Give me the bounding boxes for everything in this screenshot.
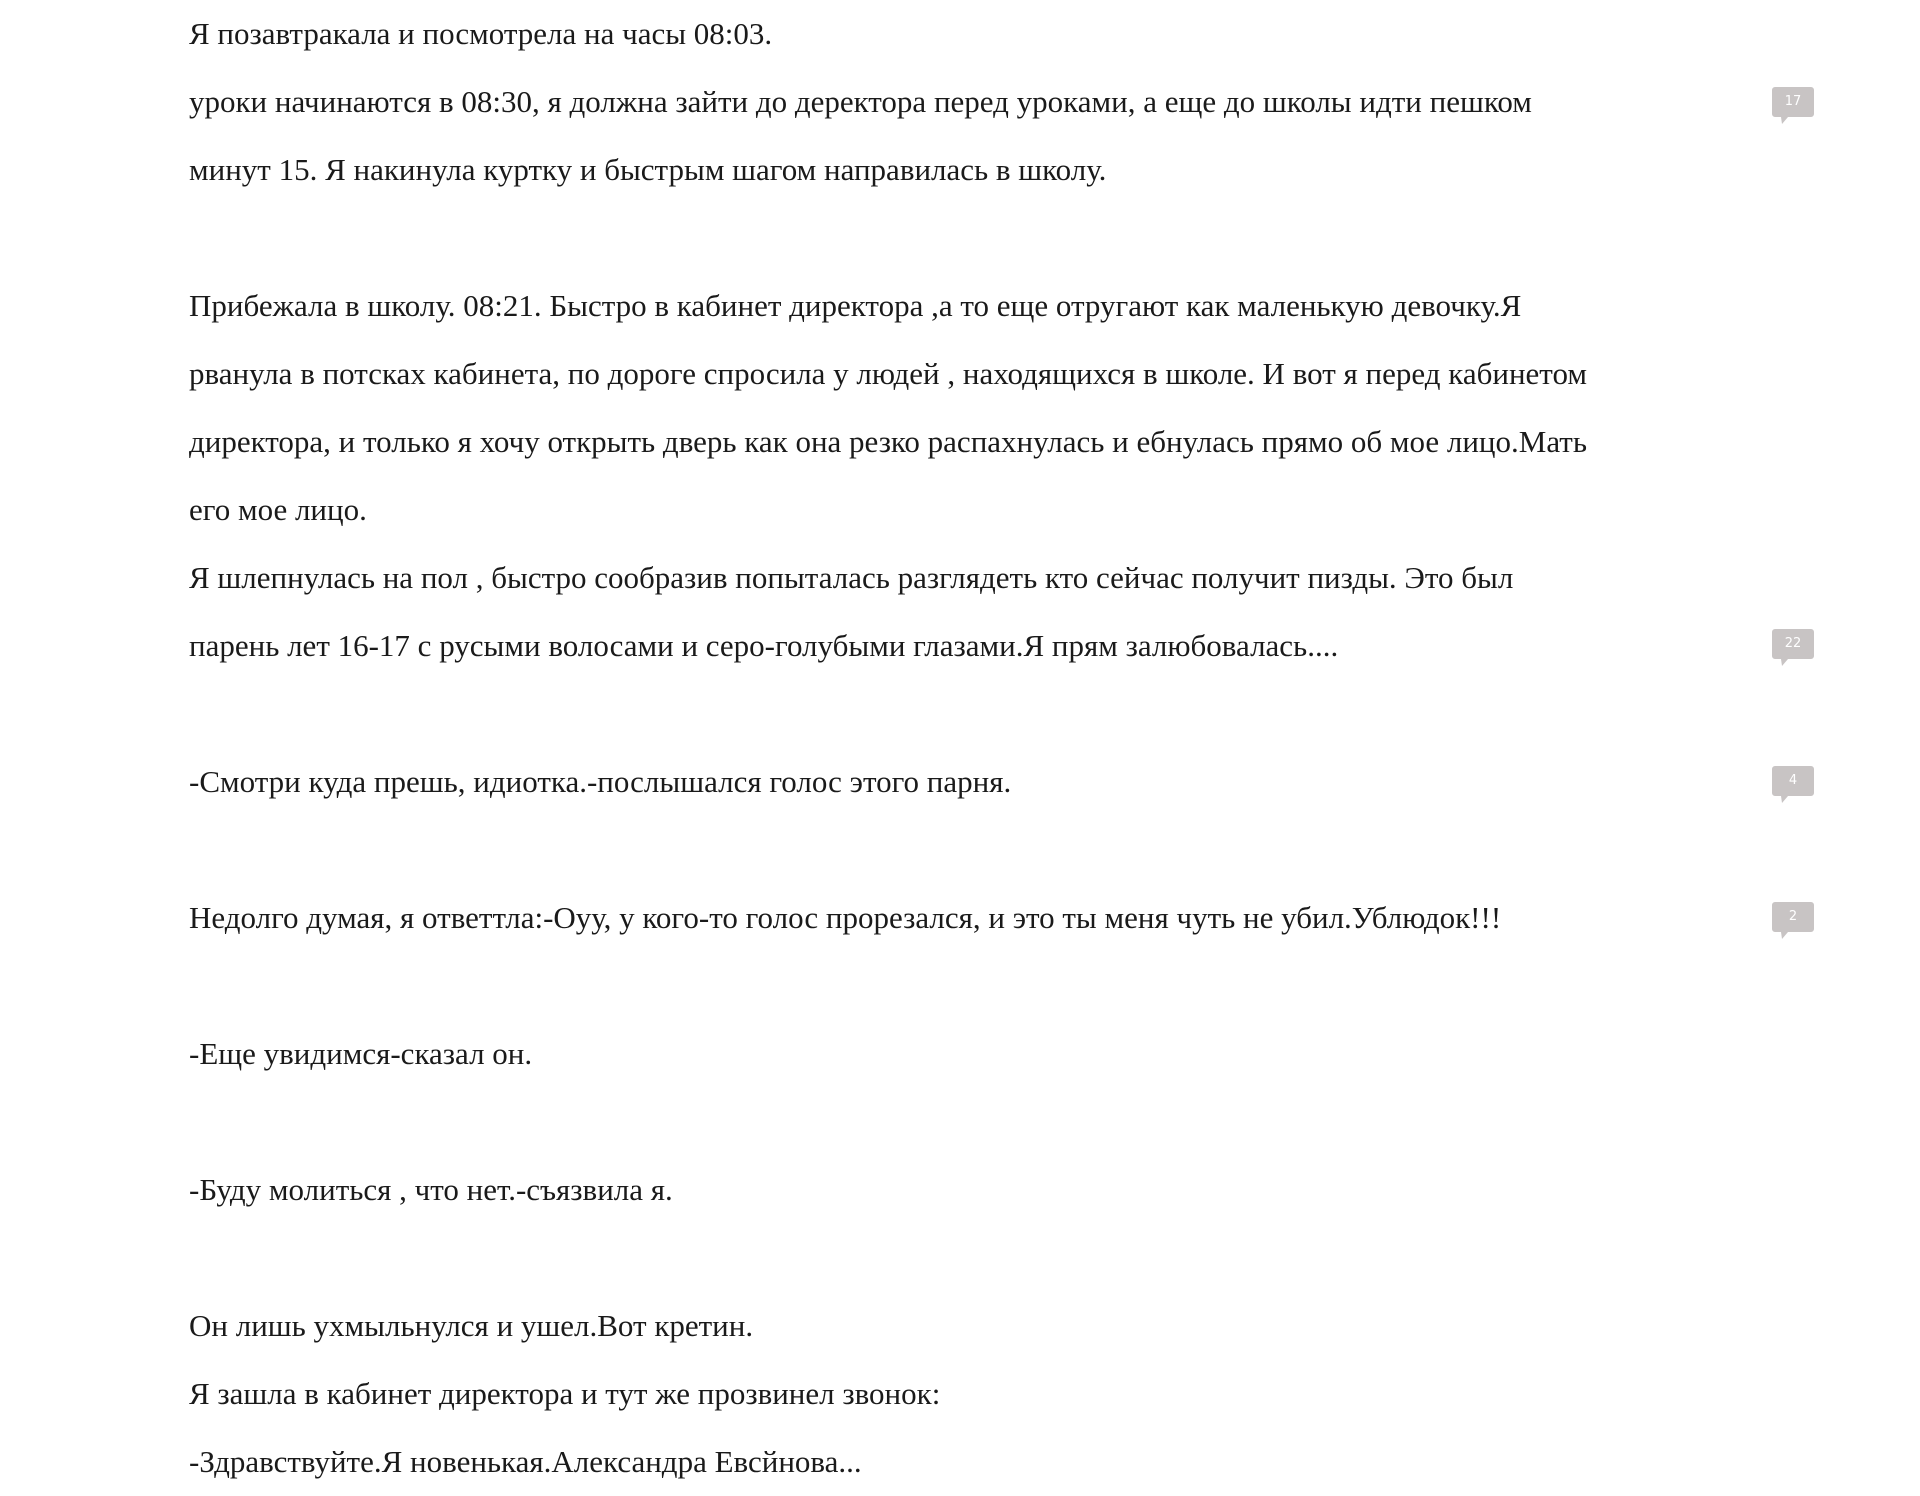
paragraph bbox=[189, 68, 1802, 204]
text-line: Прибежала в школу. 08:21. Быстро в кабинет директора ,а то еще отругают как маленькую девочку.Я bbox=[189, 288, 1522, 323]
text-line: минут 15. Я накинула куртку и быстрым шагом направилась в школу. bbox=[189, 152, 1107, 187]
text-line: Он лишь ухмыльнулся и ушел.Вот кретин. bbox=[189, 1308, 754, 1343]
text-line: Я зашла в кабинет директора и тут же прозвинел звонок: bbox=[189, 1376, 941, 1411]
text-line: уроки начинаются в 08:30, я должна зайти до деректора перед уроками, а еще до школы идти пешком bbox=[189, 84, 1532, 119]
text-line: -Еще увидимся-сказал он. bbox=[189, 1036, 533, 1071]
comment-count: 22 bbox=[1784, 636, 1802, 651]
text-line: -Буду молиться , что нет.-съязвила я. bbox=[189, 1172, 673, 1207]
text-line: -Здравствуйте.Я новенькая.Александра Евсйнова... bbox=[189, 1444, 862, 1479]
paragraph bbox=[189, 272, 1749, 544]
paragraph bbox=[189, 1156, 1749, 1224]
paragraph bbox=[189, 544, 1802, 680]
paragraph bbox=[189, 884, 1798, 952]
text-line: рванула в потсках кабинета, по дороге спросила у людей , находящихся в школе. И вот я перед кабинетом bbox=[189, 356, 1587, 391]
paragraph bbox=[189, 0, 1749, 68]
paragraph bbox=[189, 1292, 1749, 1360]
comment-count: 2 bbox=[1788, 909, 1798, 924]
paragraph bbox=[189, 1428, 1749, 1479]
text-line: Я шлепнулась на пол , быстро сообразив попыталась разглядеть кто сейчас получит пизды. Это был bbox=[189, 560, 1514, 595]
comment-count: 17 bbox=[1784, 94, 1802, 109]
text-line: -Смотри куда прешь, идиотка.-послышался голос этого парня. bbox=[189, 764, 1012, 799]
comment-count: 4 bbox=[1788, 773, 1798, 788]
text-line: Я позавтракала и посмотрела на часы 08:03. bbox=[189, 16, 773, 51]
paragraph-comments-button[interactable] bbox=[1772, 766, 1814, 796]
text-line: его мое лицо. bbox=[189, 492, 367, 527]
text-line: Недолго думая, я ответтла:-Оуу, у кого-то голос прорезался, и это ты меня чуть не убил.Ублюдок!!! bbox=[189, 900, 1502, 935]
text-line: директора, и только я хочу открыть дверь как она резко распахнулась и ебнулась прямо об мое лицо.Мать bbox=[189, 424, 1587, 459]
paragraph bbox=[189, 1020, 1749, 1088]
paragraph-comments-button[interactable] bbox=[1772, 902, 1814, 932]
paragraph bbox=[189, 748, 1798, 816]
paragraph-comments-button[interactable] bbox=[1772, 629, 1814, 659]
story-text bbox=[189, 0, 1802, 1479]
paragraph-comments-button[interactable] bbox=[1772, 87, 1814, 117]
paragraph bbox=[189, 1360, 1749, 1428]
text-line: парень лет 16-17 с русыми волосами и серо-голубыми глазами.Я прям залюбовалась.... bbox=[189, 628, 1339, 663]
